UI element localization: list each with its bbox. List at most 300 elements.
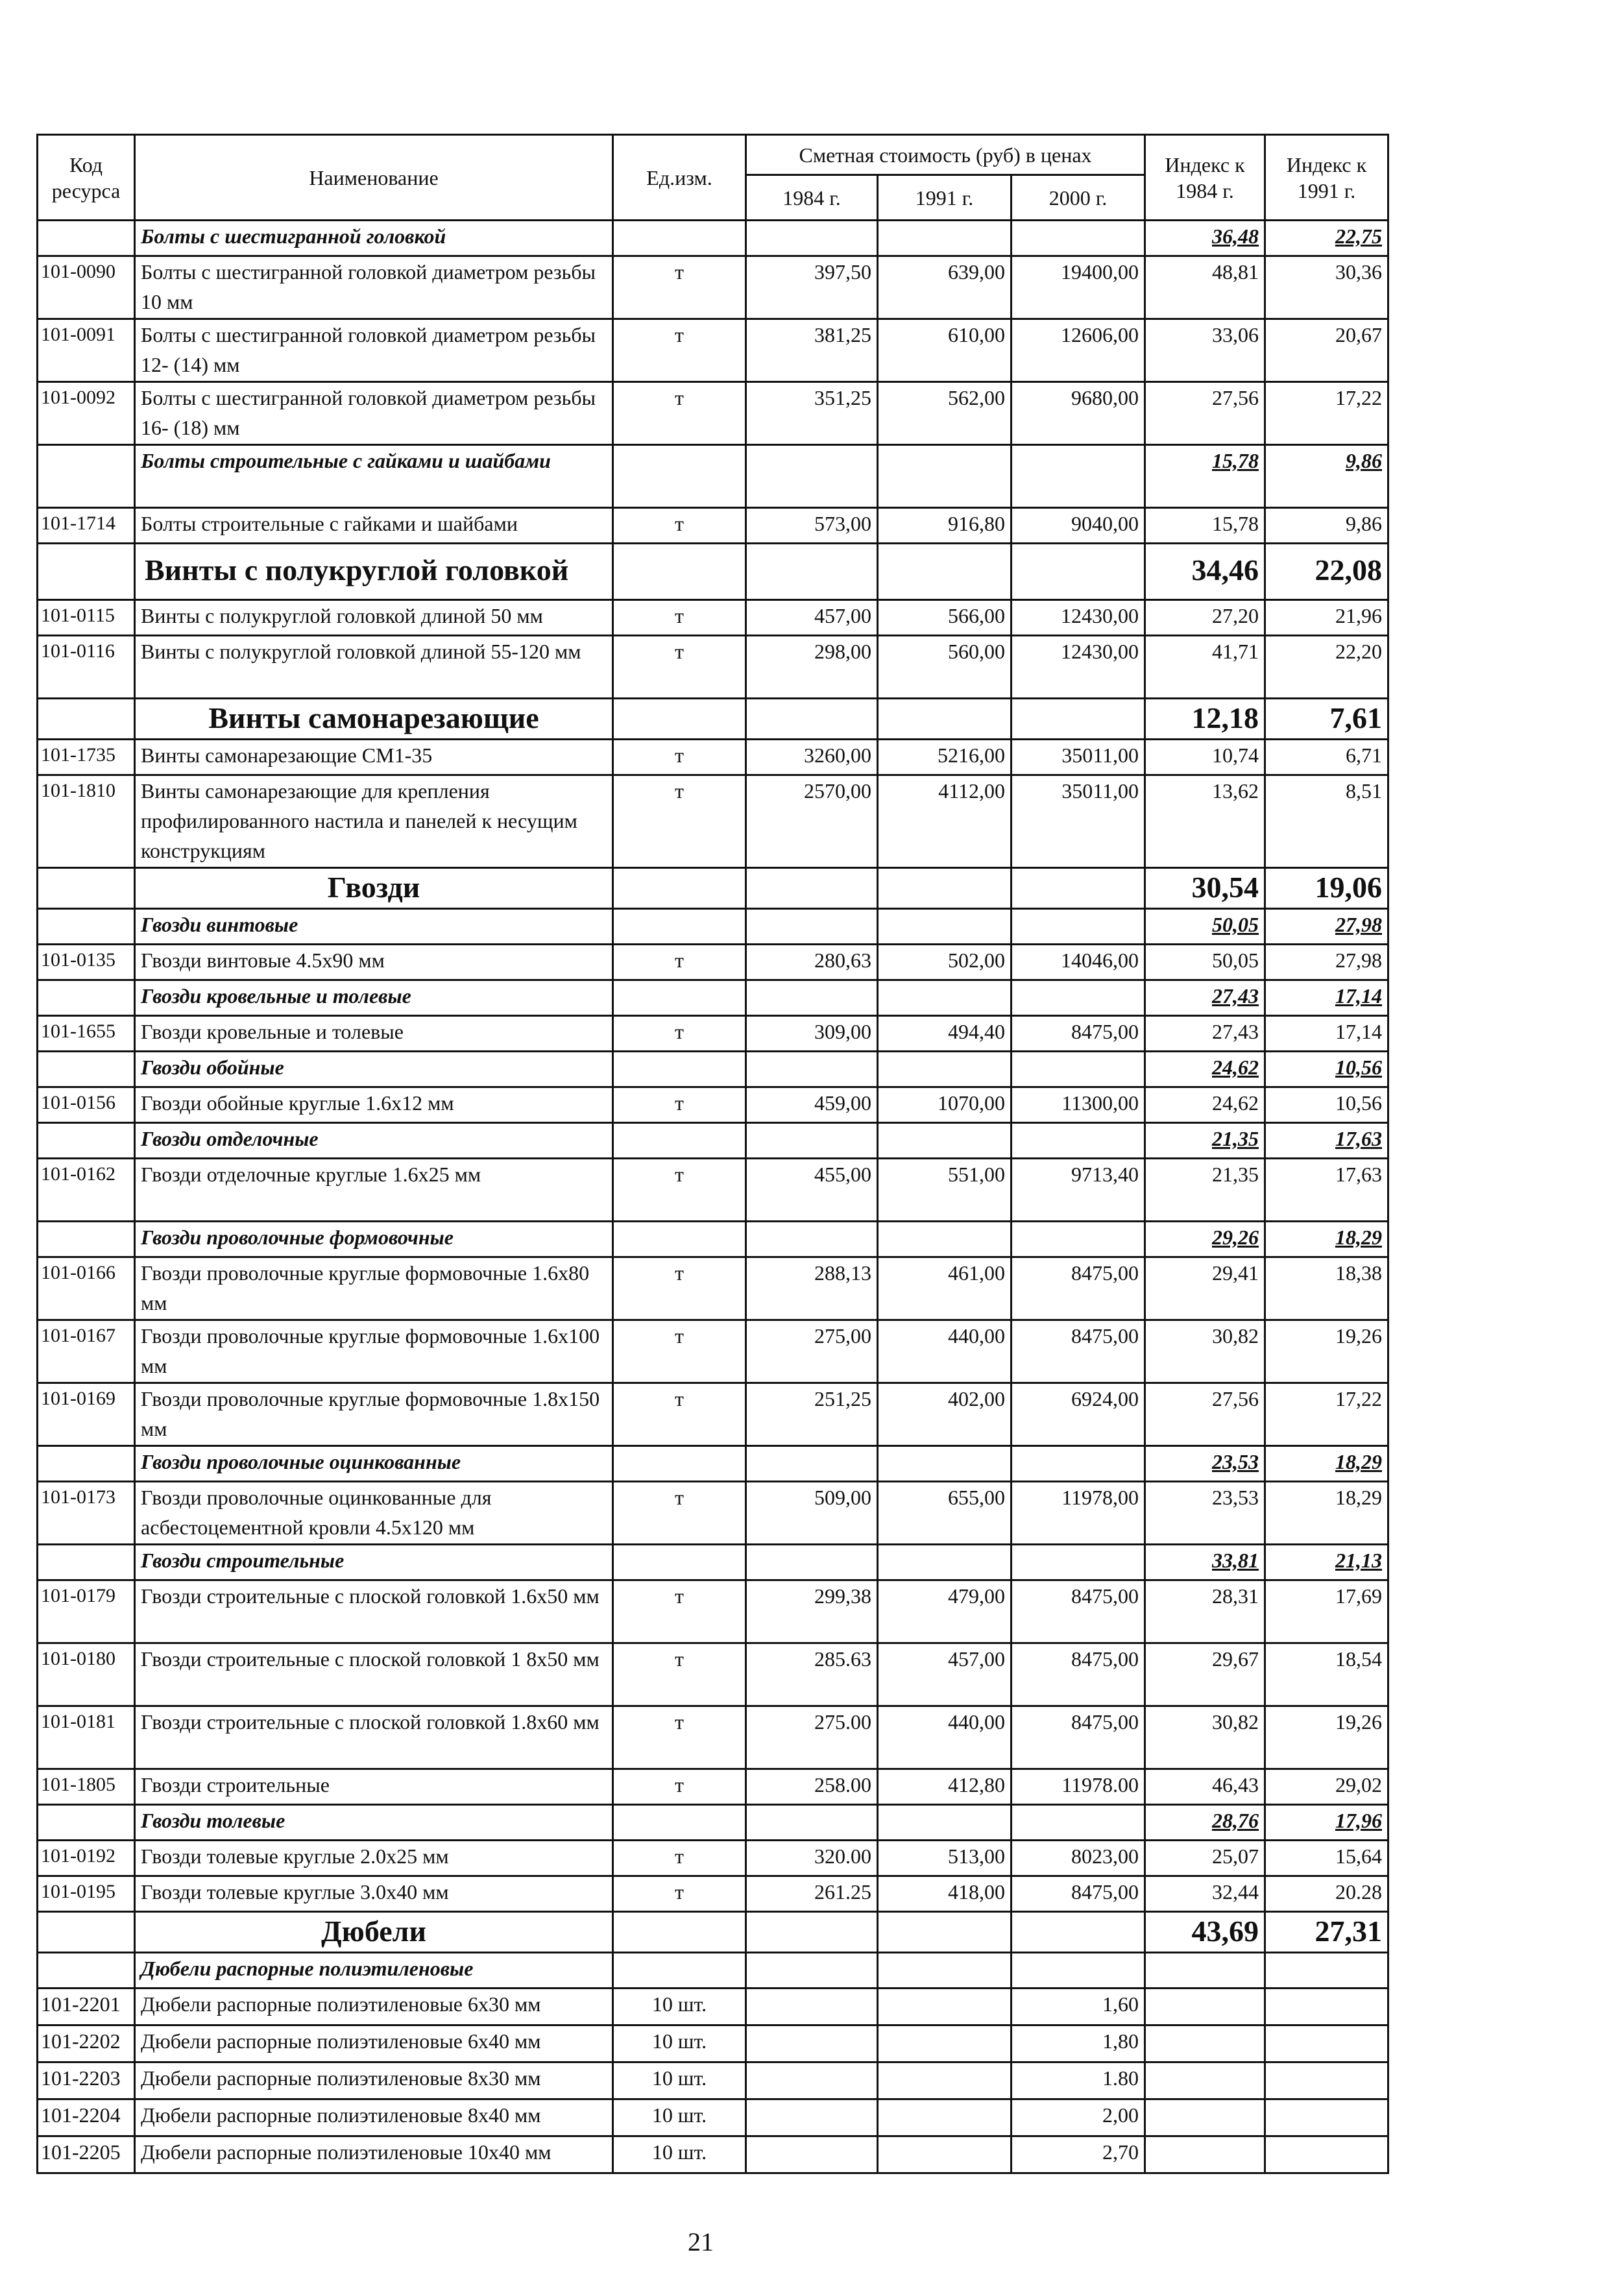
cost-2000-cell: 35011,00	[1012, 740, 1145, 775]
group-header-row	[38, 1805, 1388, 1841]
index-1984-cell: 10,74	[1145, 740, 1265, 775]
resource-name: Дюбели распорные полиэтиленовые 6х40 мм	[135, 2025, 613, 2062]
resource-name: Гвозди кровельные и толевые	[135, 1016, 613, 1052]
resource-name: Гвозди отделочные	[135, 1123, 613, 1159]
resource-code: 101-0115	[38, 600, 135, 636]
resource-code	[38, 1912, 135, 1953]
resource-code	[38, 1052, 135, 1087]
resource-code	[38, 544, 135, 600]
resource-name: Гвозди толевые	[135, 1805, 613, 1841]
cost-1984-cell: 397,50	[746, 256, 878, 319]
unit-cell	[613, 544, 746, 600]
resource-name: Гвозди обойные	[135, 1052, 613, 1087]
cost-2000-cell: 9713,40	[1012, 1159, 1145, 1222]
index-1984-cell: 36,48	[1145, 221, 1265, 256]
table-row	[38, 256, 1388, 319]
cost-2000-cell: 14046,00	[1012, 945, 1145, 980]
resource-code: 101-0173	[38, 1482, 135, 1545]
cost-1991-cell: 566,00	[878, 600, 1012, 636]
cost-1984-cell: 3260,00	[746, 740, 878, 775]
resource-name: Гвозди кровельные и толевые	[135, 980, 613, 1016]
unit-cell: т	[613, 319, 746, 382]
cost-1991-cell: 440,00	[878, 1706, 1012, 1769]
resource-name: Гвозди проволочные формовочные	[135, 1222, 613, 1257]
unit-cell	[613, 980, 746, 1016]
resource-code: 101-0167	[38, 1320, 135, 1383]
table-row	[38, 2025, 1388, 2062]
cost-1984-cell	[746, 909, 878, 945]
cost-1984-cell	[746, 2136, 878, 2173]
resource-code: 101-1735	[38, 740, 135, 775]
resource-name: Гвозди винтовые	[135, 909, 613, 945]
unit-cell: т	[613, 382, 746, 445]
resource-name: Винты самонарезающие	[135, 699, 613, 740]
index-1984-cell: 23,53	[1145, 1446, 1265, 1482]
cost-2000-cell	[1012, 544, 1145, 600]
unit-cell	[613, 868, 746, 909]
table-row	[38, 1320, 1388, 1383]
group-header-row	[38, 980, 1388, 1016]
unit-cell: т	[613, 945, 746, 980]
cost-2000-cell: 1.80	[1012, 2062, 1145, 2099]
cost-1991-cell	[878, 1912, 1012, 1953]
cost-1991-cell	[878, 2062, 1012, 2099]
table-row	[38, 1383, 1388, 1446]
cost-1984-cell	[746, 1222, 878, 1257]
cost-1984-cell	[746, 2099, 878, 2136]
index-1984-cell: 33,81	[1145, 1545, 1265, 1580]
cost-1991-cell	[878, 445, 1012, 508]
index-1991-cell	[1265, 1953, 1388, 1989]
cost-1984-cell: 258.00	[746, 1769, 878, 1805]
resource-code	[38, 699, 135, 740]
cost-2000-cell	[1012, 868, 1145, 909]
table-row	[38, 319, 1388, 382]
unit-cell	[613, 1912, 746, 1953]
cost-1991-cell	[878, 1222, 1012, 1257]
cost-2000-cell: 9680,00	[1012, 382, 1145, 445]
unit-cell: 10 шт.	[613, 2025, 746, 2062]
resource-code	[38, 1545, 135, 1580]
cost-1984-cell: 459,00	[746, 1087, 878, 1123]
resource-name: Болты строительные с гайками и шайбами	[135, 445, 613, 508]
index-1984-cell: 24,62	[1145, 1087, 1265, 1123]
cost-1984-cell	[746, 1446, 878, 1482]
resource-name: Дюбели распорные полиэтиленовые 8х30 мм	[135, 2062, 613, 2099]
cost-1991-cell: 461,00	[878, 1257, 1012, 1320]
resource-code	[38, 1805, 135, 1841]
group-header-row	[38, 1912, 1388, 1953]
cost-1984-cell: 320.00	[746, 1841, 878, 1876]
table-row	[38, 2136, 1388, 2173]
index-1984-cell: 46,43	[1145, 1769, 1265, 1805]
unit-cell: 10 шт.	[613, 2099, 746, 2136]
cost-2000-cell: 8023,00	[1012, 1841, 1145, 1876]
index-1991-cell: 9,86	[1265, 445, 1388, 508]
cost-1991-cell: 1070,00	[878, 1087, 1012, 1123]
unit-cell: т	[613, 600, 746, 636]
index-1991-cell: 22,08	[1265, 544, 1388, 600]
resource-code	[38, 1222, 135, 1257]
cost-1991-cell: 4112,00	[878, 775, 1012, 868]
table-row	[38, 2099, 1388, 2136]
index-1991-cell: 21,96	[1265, 600, 1388, 636]
resource-name: Винты с полукруглой головкой длиной 55-120 мм	[135, 636, 613, 699]
unit-cell: 10 шт.	[613, 1989, 746, 2025]
index-1984-cell: 27,43	[1145, 980, 1265, 1016]
index-1984-cell	[1145, 2136, 1265, 2173]
index-1991-cell: 17,14	[1265, 980, 1388, 1016]
header-index-1991: Индекс к 1991 г.	[1265, 135, 1388, 221]
header-year-1984: 1984 г.	[746, 175, 878, 221]
cost-1991-cell: 513,00	[878, 1841, 1012, 1876]
resource-code: 101-0116	[38, 636, 135, 699]
header-index-1984: Индекс к 1984 г.	[1145, 135, 1265, 221]
cost-1984-cell	[746, 445, 878, 508]
resource-code: 101-0169	[38, 1383, 135, 1446]
cost-1984-cell	[746, 868, 878, 909]
cost-1991-cell	[878, 1805, 1012, 1841]
cost-1991-cell: 551,00	[878, 1159, 1012, 1222]
unit-cell: т	[613, 508, 746, 544]
table-row	[38, 1876, 1388, 1912]
index-1991-cell: 19,26	[1265, 1706, 1388, 1769]
header-year-2000: 2000 г.	[1012, 175, 1145, 221]
resource-code: 101-1810	[38, 775, 135, 868]
cost-1991-cell	[878, 1123, 1012, 1159]
resource-name: Гвозди строительные с плоской головкой 1.8х60 мм	[135, 1706, 613, 1769]
index-1984-cell: 30,54	[1145, 868, 1265, 909]
index-1991-cell	[1265, 2136, 1388, 2173]
resource-code: 101-0091	[38, 319, 135, 382]
resource-code	[38, 1123, 135, 1159]
resource-name: Гвозди строительные с плоской головкой 1 8х50 мм	[135, 1643, 613, 1706]
index-1984-cell: 27,43	[1145, 1016, 1265, 1052]
cost-1991-cell	[878, 2025, 1012, 2062]
resource-code: 101-0092	[38, 382, 135, 445]
resource-name: Гвозди	[135, 868, 613, 909]
cost-1984-cell	[746, 1123, 878, 1159]
cost-1991-cell: 494,40	[878, 1016, 1012, 1052]
index-1991-cell: 17,96	[1265, 1805, 1388, 1841]
index-1991-cell: 21,13	[1265, 1545, 1388, 1580]
cost-2000-cell: 8475,00	[1012, 1580, 1145, 1643]
cost-1984-cell: 288,13	[746, 1257, 878, 1320]
resource-code	[38, 1953, 135, 1989]
index-1984-cell	[1145, 2062, 1265, 2099]
resource-name: Дюбели распорные полиэтиленовые 6х30 мм	[135, 1989, 613, 2025]
cost-1984-cell	[746, 980, 878, 1016]
index-1991-cell: 22,20	[1265, 636, 1388, 699]
index-1984-cell: 48,81	[1145, 256, 1265, 319]
index-1984-cell: 41,71	[1145, 636, 1265, 699]
resource-code: 101-0192	[38, 1841, 135, 1876]
table-row	[38, 2062, 1388, 2099]
index-1991-cell: 9,86	[1265, 508, 1388, 544]
cost-1991-cell	[878, 1052, 1012, 1087]
resource-code: 101-0179	[38, 1580, 135, 1643]
cost-2000-cell	[1012, 1545, 1145, 1580]
cost-1984-cell: 509,00	[746, 1482, 878, 1545]
index-1984-cell: 29,67	[1145, 1643, 1265, 1706]
price-table-sheet	[36, 134, 1387, 2174]
unit-cell: т	[613, 1876, 746, 1912]
group-header-row	[38, 1446, 1388, 1482]
index-1984-cell: 27,56	[1145, 1383, 1265, 1446]
unit-cell: т	[613, 740, 746, 775]
index-1984-cell: 21,35	[1145, 1159, 1265, 1222]
cost-1984-cell: 2570,00	[746, 775, 878, 868]
unit-cell: т	[613, 1706, 746, 1769]
cost-1991-cell: 418,00	[878, 1876, 1012, 1912]
resource-name: Болты с шестигранной головкой диаметром резьбы 10 мм	[135, 256, 613, 319]
cost-1984-cell: 261.25	[746, 1876, 878, 1912]
cost-1991-cell	[878, 544, 1012, 600]
resource-name: Гвозди строительные	[135, 1769, 613, 1805]
cost-2000-cell	[1012, 1912, 1145, 1953]
resource-name: Дюбели распорные полиэтиленовые	[135, 1953, 613, 1989]
unit-cell: т	[613, 1320, 746, 1383]
cost-1984-cell: 299,38	[746, 1580, 878, 1643]
cost-1984-cell: 251,25	[746, 1383, 878, 1446]
table-row	[38, 1482, 1388, 1545]
resource-name: Дюбели	[135, 1912, 613, 1953]
unit-cell	[613, 1446, 746, 1482]
index-1984-cell: 15,78	[1145, 508, 1265, 544]
cost-2000-cell: 1,80	[1012, 2025, 1145, 2062]
cost-2000-cell: 11978.00	[1012, 1769, 1145, 1805]
table-row	[38, 1989, 1388, 2025]
unit-cell: т	[613, 1159, 746, 1222]
cost-1984-cell	[746, 1953, 878, 1989]
index-1991-cell: 18,38	[1265, 1257, 1388, 1320]
resource-name: Гвозди проволочные круглые формовочные 1.6х100 мм	[135, 1320, 613, 1383]
cost-2000-cell: 8475,00	[1012, 1876, 1145, 1912]
header-code: Код ресурса	[38, 135, 135, 221]
resource-code	[38, 909, 135, 945]
cost-1984-cell: 280,63	[746, 945, 878, 980]
resource-code: 101-0156	[38, 1087, 135, 1123]
resource-code: 101-0181	[38, 1706, 135, 1769]
cost-2000-cell	[1012, 1123, 1145, 1159]
cost-1991-cell: 562,00	[878, 382, 1012, 445]
group-header-row	[38, 221, 1388, 256]
group-header-row	[38, 544, 1388, 600]
unit-cell: 10 шт.	[613, 2136, 746, 2173]
unit-cell	[613, 1953, 746, 1989]
cost-1991-cell: 610,00	[878, 319, 1012, 382]
index-1991-cell: 10,56	[1265, 1052, 1388, 1087]
price-table	[36, 134, 1389, 2174]
cost-1984-cell: 455,00	[746, 1159, 878, 1222]
group-header-row	[38, 868, 1388, 909]
index-1984-cell: 34,46	[1145, 544, 1265, 600]
cost-2000-cell: 8475,00	[1012, 1257, 1145, 1320]
cost-1984-cell: 573,00	[746, 508, 878, 544]
unit-cell: т	[613, 1087, 746, 1123]
resource-name: Болты с шестигранной головкой диаметром резьбы 12- (14) мм	[135, 319, 613, 382]
index-1984-cell: 30,82	[1145, 1320, 1265, 1383]
unit-cell	[613, 1805, 746, 1841]
cost-2000-cell	[1012, 699, 1145, 740]
resource-code: 101-0162	[38, 1159, 135, 1222]
resource-code	[38, 445, 135, 508]
cost-1984-cell	[746, 699, 878, 740]
unit-cell: т	[613, 256, 746, 319]
index-1984-cell	[1145, 2099, 1265, 2136]
cost-2000-cell: 2,70	[1012, 2136, 1145, 2173]
table-row	[38, 1769, 1388, 1805]
cost-2000-cell: 12430,00	[1012, 636, 1145, 699]
index-1991-cell: 17,22	[1265, 382, 1388, 445]
cost-2000-cell	[1012, 909, 1145, 945]
index-1991-cell: 27,98	[1265, 945, 1388, 980]
resource-name: Винты с полукруглой головкой длиной 50 мм	[135, 600, 613, 636]
cost-2000-cell: 1,60	[1012, 1989, 1145, 2025]
group-header-row	[38, 1222, 1388, 1257]
resource-name: Гвозди отделочные круглые 1.6х25 мм	[135, 1159, 613, 1222]
index-1984-cell: 27,56	[1145, 382, 1265, 445]
cost-2000-cell: 8475,00	[1012, 1016, 1145, 1052]
index-1984-cell: 50,05	[1145, 909, 1265, 945]
table-row	[38, 508, 1388, 544]
index-1991-cell: 18,54	[1265, 1643, 1388, 1706]
resource-name: Гвозди винтовые 4.5х90 мм	[135, 945, 613, 980]
resource-name: Гвозди толевые круглые 2.0х25 мм	[135, 1841, 613, 1876]
group-header-row	[38, 699, 1388, 740]
unit-cell: т	[613, 1580, 746, 1643]
cost-1991-cell	[878, 1446, 1012, 1482]
index-1991-cell: 18,29	[1265, 1446, 1388, 1482]
index-1991-cell: 17,69	[1265, 1580, 1388, 1643]
cost-1991-cell	[878, 1989, 1012, 2025]
unit-cell	[613, 1052, 746, 1087]
resource-code: 101-1655	[38, 1016, 135, 1052]
cost-1991-cell: 479,00	[878, 1580, 1012, 1643]
index-1984-cell: 24,62	[1145, 1052, 1265, 1087]
resource-code	[38, 1446, 135, 1482]
index-1991-cell: 30,36	[1265, 256, 1388, 319]
index-1991-cell: 15,64	[1265, 1841, 1388, 1876]
index-1991-cell	[1265, 2025, 1388, 2062]
cost-1991-cell	[878, 909, 1012, 945]
index-1991-cell: 8,51	[1265, 775, 1388, 868]
table-row	[38, 1016, 1388, 1052]
cost-1991-cell	[878, 868, 1012, 909]
cost-2000-cell: 2,00	[1012, 2099, 1145, 2136]
resource-code: 101-1714	[38, 508, 135, 544]
unit-cell: т	[613, 1482, 746, 1545]
resource-name: Болты строительные с гайками и шайбами	[135, 508, 613, 544]
cost-1991-cell	[878, 980, 1012, 1016]
cost-1984-cell: 309,00	[746, 1016, 878, 1052]
header-name: Наименование	[135, 135, 613, 221]
group-header-row	[38, 1953, 1388, 1989]
cost-1984-cell: 457,00	[746, 600, 878, 636]
cost-1984-cell: 381,25	[746, 319, 878, 382]
resource-code	[38, 868, 135, 909]
resource-name: Гвозди проволочные круглые формовочные 1.6х80 мм	[135, 1257, 613, 1320]
index-1991-cell: 19,26	[1265, 1320, 1388, 1383]
table-row	[38, 1643, 1388, 1706]
cost-1991-cell	[878, 1545, 1012, 1580]
unit-cell: т	[613, 1841, 746, 1876]
cost-1991-cell: 402,00	[878, 1383, 1012, 1446]
index-1984-cell: 12,18	[1145, 699, 1265, 740]
index-1991-cell: 17,63	[1265, 1123, 1388, 1159]
cost-1991-cell: 502,00	[878, 945, 1012, 980]
cost-2000-cell	[1012, 1052, 1145, 1087]
resource-code: 101-2201	[38, 1989, 135, 2025]
unit-cell: т	[613, 1257, 746, 1320]
cost-2000-cell: 35011,00	[1012, 775, 1145, 868]
index-1984-cell: 21,35	[1145, 1123, 1265, 1159]
cost-1991-cell: 457,00	[878, 1643, 1012, 1706]
index-1991-cell: 19,06	[1265, 868, 1388, 909]
cost-2000-cell	[1012, 1953, 1145, 1989]
index-1991-cell: 10,56	[1265, 1087, 1388, 1123]
resource-name: Болты с шестигранной головкой диаметром резьбы 16- (18) мм	[135, 382, 613, 445]
unit-cell: т	[613, 1016, 746, 1052]
unit-cell: т	[613, 775, 746, 868]
resource-name: Гвозди строительные	[135, 1545, 613, 1580]
table-row	[38, 1257, 1388, 1320]
resource-code: 101-2202	[38, 2025, 135, 2062]
cost-1991-cell	[878, 221, 1012, 256]
table-row	[38, 600, 1388, 636]
resource-name: Гвозди строительные с плоской головкой 1.6х50 мм	[135, 1580, 613, 1643]
unit-cell: т	[613, 1643, 746, 1706]
group-header-row	[38, 1123, 1388, 1159]
index-1984-cell: 28,31	[1145, 1580, 1265, 1643]
cost-2000-cell	[1012, 1222, 1145, 1257]
cost-2000-cell	[1012, 221, 1145, 256]
cost-1984-cell	[746, 1805, 878, 1841]
table-row	[38, 1706, 1388, 1769]
index-1984-cell: 30,82	[1145, 1706, 1265, 1769]
index-1984-cell: 29,26	[1145, 1222, 1265, 1257]
header-cost-group: Сметная стоимость (руб) в ценах	[746, 135, 1145, 175]
cost-1984-cell: 285.63	[746, 1643, 878, 1706]
resource-name: Дюбели распорные полиэтиленовые 10х40 мм	[135, 2136, 613, 2173]
group-header-row	[38, 909, 1388, 945]
resource-name: Винты с полукруглой головкой	[135, 544, 613, 600]
cost-1984-cell	[746, 1989, 878, 2025]
resource-code: 101-1805	[38, 1769, 135, 1805]
index-1991-cell: 27,98	[1265, 909, 1388, 945]
table-row	[38, 945, 1388, 980]
cost-1991-cell	[878, 2136, 1012, 2173]
resource-code: 101-0166	[38, 1257, 135, 1320]
index-1991-cell	[1265, 1989, 1388, 2025]
index-1991-cell: 18,29	[1265, 1222, 1388, 1257]
index-1991-cell: 18,29	[1265, 1482, 1388, 1545]
unit-cell: т	[613, 1383, 746, 1446]
index-1991-cell: 20.28	[1265, 1876, 1388, 1912]
index-1984-cell: 15,78	[1145, 445, 1265, 508]
cost-1984-cell	[746, 544, 878, 600]
table-row	[38, 1580, 1388, 1643]
unit-cell	[613, 1545, 746, 1580]
table-row	[38, 382, 1388, 445]
index-1991-cell	[1265, 2099, 1388, 2136]
cost-2000-cell: 9040,00	[1012, 508, 1145, 544]
table-row	[38, 1087, 1388, 1123]
table-row	[38, 1159, 1388, 1222]
cost-1984-cell: 351,25	[746, 382, 878, 445]
cost-1984-cell: 298,00	[746, 636, 878, 699]
index-1984-cell: 43,69	[1145, 1912, 1265, 1953]
